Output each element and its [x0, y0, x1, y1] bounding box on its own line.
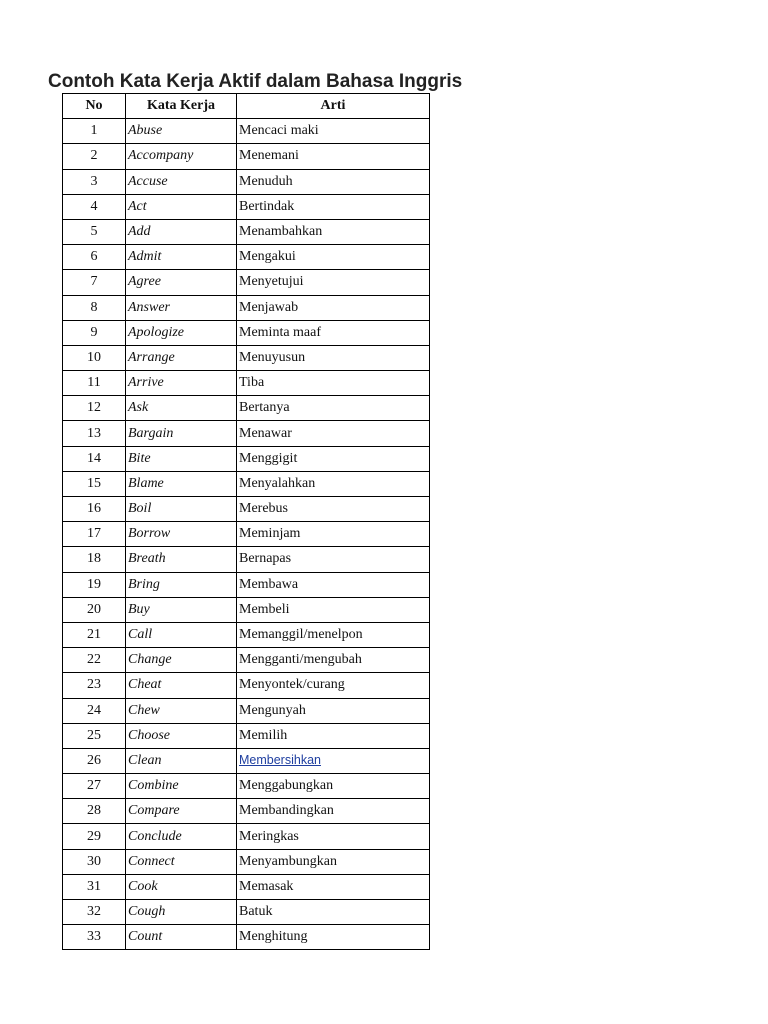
table-row	[63, 622, 430, 647]
header-no: No	[63, 94, 126, 119]
row-number: 28	[63, 799, 126, 824]
row-number: 22	[63, 648, 126, 673]
meaning-cell: Bernapas	[237, 547, 430, 572]
meaning-cell: Menggigit	[237, 446, 430, 471]
meaning-cell: Mengakui	[237, 245, 430, 270]
row-number: 31	[63, 874, 126, 899]
table-row	[63, 774, 430, 799]
table-row	[63, 698, 430, 723]
row-number: 20	[63, 597, 126, 622]
table-body	[63, 119, 430, 950]
vocabulary-table	[62, 93, 430, 950]
verb-cell: Choose	[126, 723, 237, 748]
table-row	[63, 849, 430, 874]
row-number: 5	[63, 219, 126, 244]
meaning-cell: Menyalahkan	[237, 471, 430, 496]
table-row	[63, 824, 430, 849]
row-number: 8	[63, 295, 126, 320]
table-row	[63, 396, 430, 421]
table-row	[63, 144, 430, 169]
row-number: 32	[63, 900, 126, 925]
meaning-cell: Menyontek/curang	[237, 673, 430, 698]
row-number: 10	[63, 345, 126, 370]
row-number: 33	[63, 925, 126, 950]
row-number: 27	[63, 774, 126, 799]
table-row	[63, 597, 430, 622]
row-number: 16	[63, 497, 126, 522]
verb-cell: Conclude	[126, 824, 237, 849]
table-row	[63, 900, 430, 925]
table-row	[63, 673, 430, 698]
meaning-cell	[237, 748, 430, 773]
row-number: 24	[63, 698, 126, 723]
row-number: 6	[63, 245, 126, 270]
verb-cell: Connect	[126, 849, 237, 874]
table-row	[63, 799, 430, 824]
row-number: 15	[63, 471, 126, 496]
table-row	[63, 874, 430, 899]
table-row	[63, 471, 430, 496]
verb-cell: Bite	[126, 446, 237, 471]
meaning-cell: Meringkas	[237, 824, 430, 849]
table-row	[63, 245, 430, 270]
meaning-cell: Bertindak	[237, 194, 430, 219]
row-number: 19	[63, 572, 126, 597]
row-number: 3	[63, 169, 126, 194]
verb-cell: Cheat	[126, 673, 237, 698]
table-row	[63, 194, 430, 219]
row-number: 25	[63, 723, 126, 748]
table-header-row	[63, 94, 430, 119]
meaning-cell: Menghitung	[237, 925, 430, 950]
row-number: 1	[63, 119, 126, 144]
verb-cell: Agree	[126, 270, 237, 295]
meaning-cell: Mencaci maki	[237, 119, 430, 144]
meaning-cell: Meminjam	[237, 522, 430, 547]
table-row	[63, 572, 430, 597]
meaning-cell: Membawa	[237, 572, 430, 597]
table-row	[63, 169, 430, 194]
table-row	[63, 723, 430, 748]
row-number: 2	[63, 144, 126, 169]
verb-cell: Breath	[126, 547, 237, 572]
verb-cell: Cough	[126, 900, 237, 925]
row-number: 13	[63, 421, 126, 446]
table-row	[63, 522, 430, 547]
meaning-cell: Menuduh	[237, 169, 430, 194]
table-row	[63, 925, 430, 950]
row-number: 26	[63, 748, 126, 773]
meaning-cell: Mengganti/mengubah	[237, 648, 430, 673]
row-number: 12	[63, 396, 126, 421]
verb-cell: Admit	[126, 245, 237, 270]
table-row	[63, 219, 430, 244]
row-number: 9	[63, 320, 126, 345]
table-row	[63, 547, 430, 572]
verb-cell: Bargain	[126, 421, 237, 446]
verb-cell: Clean	[126, 748, 237, 773]
verb-cell: Arrive	[126, 371, 237, 396]
meaning-cell: Menawar	[237, 421, 430, 446]
table-row	[63, 421, 430, 446]
verb-cell: Accompany	[126, 144, 237, 169]
verb-cell: Apologize	[126, 320, 237, 345]
table-row	[63, 497, 430, 522]
verb-cell: Answer	[126, 295, 237, 320]
table-row	[63, 371, 430, 396]
verb-cell: Borrow	[126, 522, 237, 547]
meaning-cell: Batuk	[237, 900, 430, 925]
row-number: 30	[63, 849, 126, 874]
table-row	[63, 748, 430, 773]
row-number: 14	[63, 446, 126, 471]
meaning-cell: Memilih	[237, 723, 430, 748]
table-row	[63, 345, 430, 370]
verb-cell: Call	[126, 622, 237, 647]
verb-cell: Chew	[126, 698, 237, 723]
verb-cell: Combine	[126, 774, 237, 799]
verb-cell: Compare	[126, 799, 237, 824]
meaning-link[interactable]: Membersihkan	[239, 753, 321, 768]
meaning-cell: Menyambungkan	[237, 849, 430, 874]
meaning-cell: Menuyusun	[237, 345, 430, 370]
page-title: Contoh Kata Kerja Aktif dalam Bahasa Inggris	[48, 71, 463, 92]
table-row	[63, 446, 430, 471]
row-number: 18	[63, 547, 126, 572]
row-number: 29	[63, 824, 126, 849]
verb-cell: Arrange	[126, 345, 237, 370]
meaning-cell: Merebus	[237, 497, 430, 522]
row-number: 23	[63, 673, 126, 698]
meaning-cell: Menyetujui	[237, 270, 430, 295]
meaning-cell: Menggabungkan	[237, 774, 430, 799]
verb-cell: Change	[126, 648, 237, 673]
table-row	[63, 320, 430, 345]
row-number: 4	[63, 194, 126, 219]
meaning-cell: Menjawab	[237, 295, 430, 320]
meaning-cell: Membandingkan	[237, 799, 430, 824]
meaning-cell: Membeli	[237, 597, 430, 622]
verb-cell: Bring	[126, 572, 237, 597]
row-number: 7	[63, 270, 126, 295]
meaning-cell: Memasak	[237, 874, 430, 899]
row-number: 21	[63, 622, 126, 647]
verb-cell: Boil	[126, 497, 237, 522]
table-row	[63, 119, 430, 144]
row-number: 11	[63, 371, 126, 396]
table-row	[63, 648, 430, 673]
verb-cell: Act	[126, 194, 237, 219]
verb-cell: Ask	[126, 396, 237, 421]
verb-cell: Count	[126, 925, 237, 950]
meaning-cell: Tiba	[237, 371, 430, 396]
meaning-cell: Menemani	[237, 144, 430, 169]
verb-cell: Cook	[126, 874, 237, 899]
verb-cell: Add	[126, 219, 237, 244]
row-number: 17	[63, 522, 126, 547]
meaning-cell: Meminta maaf	[237, 320, 430, 345]
table-row	[63, 295, 430, 320]
meaning-cell: Menambahkan	[237, 219, 430, 244]
verb-cell: Abuse	[126, 119, 237, 144]
header-meaning: Arti	[237, 94, 430, 119]
verb-cell: Buy	[126, 597, 237, 622]
verb-cell: Accuse	[126, 169, 237, 194]
meaning-cell: Mengunyah	[237, 698, 430, 723]
meaning-cell: Memanggil/menelpon	[237, 622, 430, 647]
table-row	[63, 270, 430, 295]
verb-cell: Blame	[126, 471, 237, 496]
header-verb: Kata Kerja	[126, 94, 237, 119]
meaning-cell: Bertanya	[237, 396, 430, 421]
